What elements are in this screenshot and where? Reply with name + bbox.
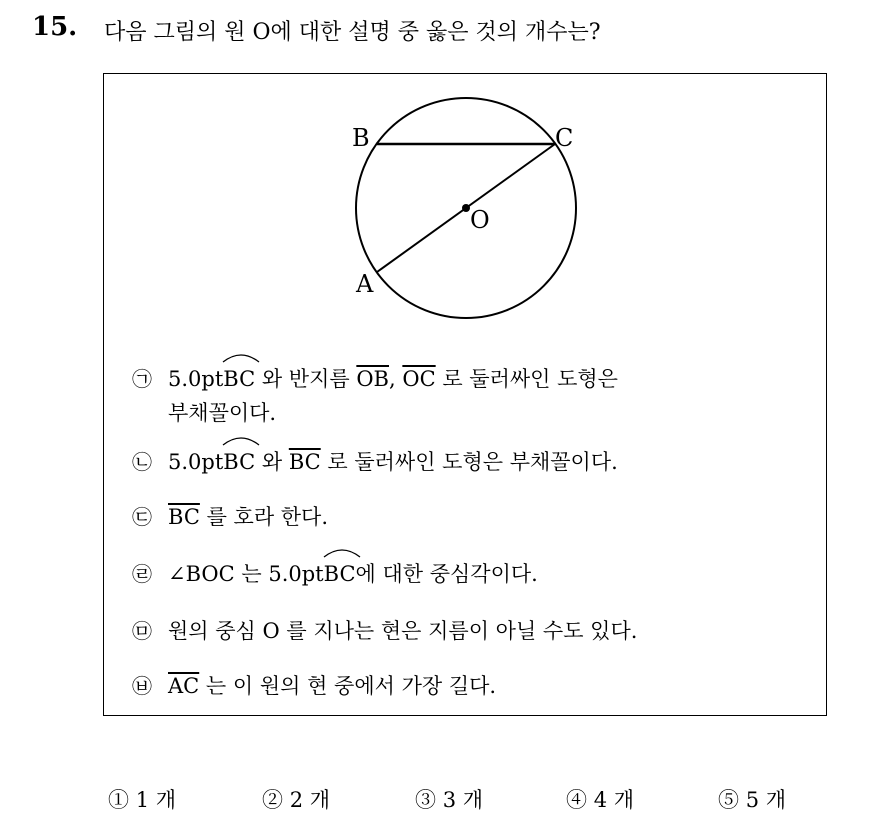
option-5[interactable]: ⑤ 5 개 [718, 788, 787, 812]
label-b: B [352, 124, 370, 152]
statement-4: ㉣ ∠BOC 는 5.0pt BC에 대한 중심각이다. [132, 557, 538, 591]
question-text: 다음 그림의 원 O에 대한 설명 중 옳은 것의 개수는? [104, 20, 601, 45]
center-dot [462, 204, 470, 212]
question-number: 15. [32, 12, 78, 42]
marker-2: ㉡ [132, 450, 152, 474]
segment-bc: $\overline{BC}$ [168, 505, 200, 529]
marker-4: ㉣ [132, 562, 152, 586]
option-1[interactable]: ① 1 개 [108, 788, 177, 812]
marker-1: ㉠ [132, 367, 152, 391]
option-4[interactable]: ④ 4 개 [566, 788, 635, 812]
statement-2: ㉡ 5.0pt BC 와 $\overline{BC}$ 로 둘러싸인 도형은 부채꼴이다. [132, 445, 618, 479]
statement-6: ㉥ $\overline{AC}$ 는 이 원의 현 중에서 가장 길다. [132, 669, 496, 703]
statement-1: ㉠ 5.0pt BC 와 반지름 $\overline{OB}$, $\overline{OC}$ 로 둘러싸인 도형은 부채꼴이다. [132, 362, 618, 430]
arc-bc: BC [223, 445, 255, 479]
option-3[interactable]: ③ 3 개 [415, 788, 484, 812]
statement-3: ㉢ $\overline{BC}$ 를 호라 한다. [132, 500, 328, 534]
label-o: O [470, 206, 490, 234]
segment-ac: $\overline{AC}$ [168, 674, 200, 698]
segment-bc: $\overline{BC}$ [288, 450, 321, 474]
label-c: C [555, 124, 574, 152]
label-a: A [356, 270, 374, 298]
marker-5: ㉤ [132, 619, 152, 643]
arc-bc: BC [223, 362, 255, 396]
marker-3: ㉢ [132, 505, 152, 529]
option-2[interactable]: ② 2 개 [262, 788, 331, 812]
statement-5: ㉤ 원의 중심 O 를 지나는 현은 지름이 아닐 수도 있다. [132, 614, 637, 648]
marker-6: ㉥ [132, 674, 152, 698]
segment-oc: $\overline{OC}$ [402, 367, 436, 391]
arc-bc: BC [324, 557, 356, 591]
segment-ob: $\overline{OB}$ [356, 367, 389, 391]
